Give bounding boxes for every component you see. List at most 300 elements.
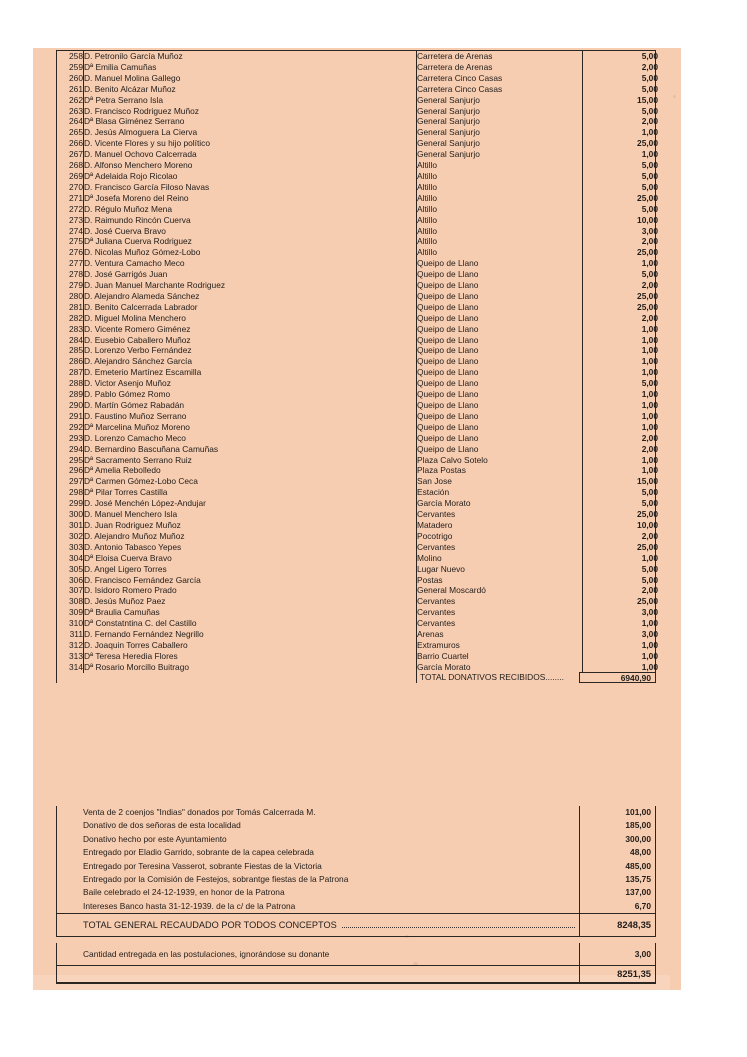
extra-concept-label: Entregado por Eladio Garrido, sobrante de la capea celebrada bbox=[83, 847, 314, 858]
donation-amount: 1,00 bbox=[641, 618, 658, 629]
table-row bbox=[57, 138, 658, 149]
row-number: 304 bbox=[57, 553, 84, 564]
donation-amount: 2,00 bbox=[641, 432, 658, 443]
donor-name: Dª Sacramento Serrano Ruiz bbox=[84, 455, 417, 466]
scan-speck bbox=[673, 95, 676, 98]
extra-concept-label: Entregado por Teresina Vasserot, sobrante Fiestas de la Victoria bbox=[83, 860, 322, 871]
table-row bbox=[57, 411, 658, 422]
donor-name: Dª Emilia Camuñas bbox=[84, 62, 417, 73]
donation-amount: 2,00 bbox=[641, 236, 658, 247]
donor-name: D. Alejandro Sánchez García bbox=[84, 356, 417, 367]
row-number: 266 bbox=[57, 138, 84, 149]
extra-concept-amount: 101,00 bbox=[579, 806, 655, 819]
table-row bbox=[57, 335, 658, 346]
table-row bbox=[57, 389, 658, 400]
donor-street: Queipo de Llano bbox=[417, 324, 583, 335]
table-row bbox=[57, 182, 658, 193]
table-row bbox=[57, 531, 658, 542]
row-number: 291 bbox=[57, 411, 84, 422]
donor-name: D. Isidoro Romero Prado bbox=[84, 585, 417, 596]
donor-street: Extramuros bbox=[417, 640, 583, 651]
row-number: 299 bbox=[57, 498, 84, 509]
postulaciones-row bbox=[57, 943, 655, 965]
donor-name: D. Miguel Molina Menchero bbox=[84, 313, 417, 324]
grand-total-block bbox=[56, 914, 656, 936]
table-row bbox=[57, 116, 658, 127]
final-total-amount: 8251,35 bbox=[579, 966, 655, 982]
donation-amount: 5,00 bbox=[641, 105, 658, 116]
donor-street: Queipo de Llano bbox=[417, 345, 583, 356]
row-number: 258 bbox=[57, 51, 84, 62]
extra-concept-label: Donativo de dos señoras de esta localidad bbox=[83, 820, 241, 831]
donor-name: D. Vicente Flores y su hijo político bbox=[84, 138, 417, 149]
donor-street: Queipo de Llano bbox=[417, 313, 583, 324]
row-number: 264 bbox=[57, 116, 84, 127]
donor-name: D. Lorenzo Verbo Fernández bbox=[84, 345, 417, 356]
donation-amount: 1,00 bbox=[641, 389, 658, 400]
row-number: 260 bbox=[57, 73, 84, 84]
donation-amount: 1,00 bbox=[641, 334, 658, 345]
table-row bbox=[57, 520, 658, 531]
row-number: 292 bbox=[57, 422, 84, 433]
donor-street: Queipo de Llano bbox=[417, 335, 583, 346]
row-number: 314 bbox=[57, 662, 84, 673]
final-total-block bbox=[56, 965, 656, 984]
table-row bbox=[57, 465, 658, 476]
extra-concept-amount: 6,70 bbox=[579, 900, 655, 913]
row-number: 293 bbox=[57, 433, 84, 444]
table-row bbox=[57, 226, 658, 237]
donor-name: D. Martín Gómez Rabadán bbox=[84, 400, 417, 411]
donation-amount: 5,00 bbox=[641, 487, 658, 498]
extra-concept-amount: 48,00 bbox=[579, 846, 655, 859]
extra-concept-amount: 137,00 bbox=[579, 886, 655, 899]
donor-street: Queipo de Llano bbox=[417, 422, 583, 433]
donor-name: D. Raimundo Rincón Cuerva bbox=[84, 215, 417, 226]
donation-amount: 15,00 bbox=[637, 94, 658, 105]
table-row bbox=[57, 149, 658, 160]
donor-street: Postas bbox=[417, 575, 583, 586]
row-number: 285 bbox=[57, 345, 84, 356]
grand-total-label-wrap bbox=[57, 914, 579, 936]
donation-amount: 10,00 bbox=[637, 519, 658, 530]
table-row bbox=[57, 542, 658, 553]
donation-amount: 1,00 bbox=[641, 421, 658, 432]
donor-name: Dª Petra Serrano Isla bbox=[84, 95, 417, 106]
row-number: 290 bbox=[57, 400, 84, 411]
donation-amount: 2,00 bbox=[641, 116, 658, 127]
donor-street: García Morato bbox=[417, 498, 583, 509]
extra-concept-row bbox=[57, 846, 655, 859]
donation-amount: 1,00 bbox=[641, 127, 658, 138]
table-row bbox=[57, 564, 658, 575]
donor-street: Queipo de Llano bbox=[417, 291, 583, 302]
donor-name: D. Vicente Romero Giménez bbox=[84, 324, 417, 335]
table-row bbox=[57, 193, 658, 204]
extra-concept-row bbox=[57, 806, 655, 819]
table-row bbox=[57, 629, 658, 640]
table-row bbox=[57, 171, 658, 182]
donation-amount: 25,00 bbox=[637, 138, 658, 149]
row-number: 274 bbox=[57, 226, 84, 237]
table-row bbox=[57, 433, 658, 444]
donor-street: Carretera Cinco Casas bbox=[417, 84, 583, 95]
donor-name: D. José Cuerva Bravo bbox=[84, 226, 417, 237]
donor-name: D. Petronilo García Muñoz bbox=[84, 51, 417, 62]
donor-name: Dª Constatntina C. del Castillo bbox=[84, 618, 417, 629]
donor-street: Altillo bbox=[417, 204, 583, 215]
grand-total-amount: 8248,35 bbox=[579, 914, 655, 936]
donor-ledger-table bbox=[56, 50, 656, 673]
row-number: 283 bbox=[57, 324, 84, 335]
donor-street: Queipo de Llano bbox=[417, 280, 583, 291]
donor-name: D. Ventura Camacho Meco bbox=[84, 258, 417, 269]
row-number: 267 bbox=[57, 149, 84, 160]
row-number: 279 bbox=[57, 280, 84, 291]
row-number: 259 bbox=[57, 62, 84, 73]
donation-amount: 25,00 bbox=[637, 290, 658, 301]
donor-name: D. Jesús Almoguera La Cierva bbox=[84, 127, 417, 138]
donation-amount: 1,00 bbox=[641, 410, 658, 421]
donor-street: García Morato bbox=[417, 662, 583, 673]
donation-amount: 5,00 bbox=[641, 269, 658, 280]
row-number: 288 bbox=[57, 378, 84, 389]
donation-amount: 5,00 bbox=[641, 181, 658, 192]
final-total-row bbox=[57, 966, 655, 982]
donor-street: General Sanjurjo bbox=[417, 149, 583, 160]
donor-name: Dª Carmen Gómez-Lobo Ceca bbox=[84, 476, 417, 487]
donation-amount: 1,00 bbox=[641, 465, 658, 476]
donation-amount: 5,00 bbox=[641, 72, 658, 83]
donor-street: Barrio Cuartel bbox=[417, 651, 583, 662]
donor-street: General Moscardó bbox=[417, 585, 583, 596]
table-row bbox=[57, 444, 658, 455]
donor-street: Pocotrigo bbox=[417, 531, 583, 542]
postulaciones-amount: 3,00 bbox=[579, 943, 655, 965]
donor-street: Carretera de Arenas bbox=[417, 62, 583, 73]
table-row bbox=[57, 367, 658, 378]
table-row bbox=[57, 313, 658, 324]
table-row bbox=[57, 127, 658, 138]
donor-street: Altillo bbox=[417, 171, 583, 182]
donation-amount: 5,00 bbox=[641, 574, 658, 585]
row-number: 275 bbox=[57, 236, 84, 247]
table-row bbox=[57, 498, 658, 509]
donor-name: D. José Garrigós Juan bbox=[84, 269, 417, 280]
donor-name: Dª Teresa Heredia Flores bbox=[84, 651, 417, 662]
subtotal-block bbox=[56, 672, 656, 683]
table-row bbox=[57, 422, 658, 433]
extra-concept-label: Donativo hecho por este Ayuntamiento bbox=[83, 833, 227, 844]
row-number: 261 bbox=[57, 84, 84, 95]
table-row bbox=[57, 215, 658, 226]
row-number: 312 bbox=[57, 640, 84, 651]
row-number: 263 bbox=[57, 106, 84, 117]
table-row bbox=[57, 269, 658, 280]
donation-amount: 1,00 bbox=[641, 400, 658, 410]
donor-name: D. Joaquin Torres Caballero bbox=[84, 640, 417, 651]
donor-street: General Sanjurjo bbox=[417, 127, 583, 138]
row-number: 306 bbox=[57, 575, 84, 586]
donation-amount: 5,00 bbox=[641, 563, 658, 574]
table-row bbox=[57, 487, 658, 498]
row-number: 268 bbox=[57, 160, 84, 171]
donor-street: Cervantes bbox=[417, 509, 583, 520]
extra-concept-row bbox=[57, 886, 655, 899]
row-number: 269 bbox=[57, 171, 84, 182]
donation-amount: 15,00 bbox=[637, 476, 658, 487]
row-number: 273 bbox=[57, 215, 84, 226]
donor-name: D. Angel Ligero Torres bbox=[84, 564, 417, 575]
subtotal-row bbox=[56, 672, 656, 683]
donation-amount: 5,00 bbox=[641, 170, 658, 181]
donation-amount: 3,00 bbox=[641, 225, 658, 236]
row-number: 277 bbox=[57, 258, 84, 269]
donor-name: D. Alejandro Alameda Sánchez bbox=[84, 291, 417, 302]
donation-amount: 2,00 bbox=[641, 61, 658, 72]
donor-name: Dª Josefa Moreno del Reino bbox=[84, 193, 417, 204]
donor-name: D. Eusebio Caballero Muñoz bbox=[84, 335, 417, 346]
extra-concept-row bbox=[57, 873, 655, 886]
donor-name: Dª Juliana Cuerva Rodriguez bbox=[84, 236, 417, 247]
donation-amount: 25,00 bbox=[637, 192, 658, 203]
subtotal-amount: 6940,90 bbox=[580, 672, 656, 683]
extra-concept-label: Intereses Banco hasta 31-12-1939. de la c/ de la Patrona bbox=[83, 900, 296, 911]
table-row bbox=[57, 302, 658, 313]
donor-street: Cervantes bbox=[417, 607, 583, 618]
row-number: 308 bbox=[57, 596, 84, 607]
row-number: 309 bbox=[57, 607, 84, 618]
donor-street: Altillo bbox=[417, 182, 583, 193]
donor-street: Queipo de Llano bbox=[417, 258, 583, 269]
donor-street: Altillo bbox=[417, 247, 583, 258]
donor-street: Carretera de Arenas bbox=[417, 51, 583, 62]
donor-name: D. Bernardino Bascuñana Camuñas bbox=[84, 444, 417, 455]
donor-name: Dª Adelaida Rojo Ricolao bbox=[84, 171, 417, 182]
row-number: 305 bbox=[57, 564, 84, 575]
donor-name: D. Francisco Rodriguez Muñoz bbox=[84, 106, 417, 117]
donor-name: D. Benito Calcerrada Labrador bbox=[84, 302, 417, 313]
subtotal-spacer bbox=[56, 672, 417, 683]
donor-name: D. Victor Asenjo Muñoz bbox=[84, 378, 417, 389]
extra-concepts-block bbox=[56, 806, 656, 913]
table-row bbox=[57, 476, 658, 487]
table-row bbox=[57, 291, 658, 302]
donor-name: Dª Amelia Rebolledo bbox=[84, 465, 417, 476]
donor-name: D. Fernando Fernández Negrillo bbox=[84, 629, 417, 640]
donor-street: Queipo de Llano bbox=[417, 411, 583, 422]
grand-total-bottom-rule bbox=[56, 936, 656, 937]
donation-amount: 25,00 bbox=[637, 596, 658, 607]
table-row bbox=[57, 258, 658, 269]
donor-name: Dª Marcelina Muñoz Moreno bbox=[84, 422, 417, 433]
row-number: 284 bbox=[57, 335, 84, 346]
donation-amount: 1,00 bbox=[641, 258, 658, 269]
row-number: 289 bbox=[57, 389, 84, 400]
donor-name: Dª Braulia Camuñas bbox=[84, 607, 417, 618]
postulaciones-block bbox=[56, 943, 656, 965]
row-number: 301 bbox=[57, 520, 84, 531]
donation-amount: 3,00 bbox=[641, 607, 658, 618]
row-number: 297 bbox=[57, 476, 84, 487]
donor-street: San Jose bbox=[417, 476, 583, 487]
table-row bbox=[57, 378, 658, 389]
donation-amount: 1,00 bbox=[641, 323, 658, 334]
grand-total-label: TOTAL GENERAL RECAUDADO POR TODOS CONCEPTOS bbox=[83, 920, 337, 930]
ledger-rows bbox=[57, 51, 658, 673]
row-number: 302 bbox=[57, 531, 84, 542]
row-number: 270 bbox=[57, 182, 84, 193]
extra-concept-amount: 135,75 bbox=[579, 873, 655, 886]
donation-amount: 1,00 bbox=[641, 367, 658, 378]
donor-name: D. Benito Alcázar Muñoz bbox=[84, 84, 417, 95]
donation-amount: 10,00 bbox=[637, 214, 658, 225]
donor-street: Queipo de Llano bbox=[417, 356, 583, 367]
row-number: 276 bbox=[57, 247, 84, 258]
row-number: 310 bbox=[57, 618, 84, 629]
donation-amount: 1,00 bbox=[641, 552, 658, 563]
grand-total-row bbox=[57, 914, 655, 936]
donor-name: Dª Blasa Giménez Serrano bbox=[84, 116, 417, 127]
donor-name: D. Manuel Menchero Isla bbox=[84, 509, 417, 520]
donor-name: D. Emeterio Martínez Escamilla bbox=[84, 367, 417, 378]
row-number: 287 bbox=[57, 367, 84, 378]
extra-concept-label: Entregado por la Comisión de Festejos, sobrantge fiestas de la Patrona bbox=[83, 873, 349, 884]
donation-amount: 5,00 bbox=[641, 83, 658, 94]
table-row bbox=[57, 84, 658, 95]
donation-amount: 2,00 bbox=[641, 443, 658, 454]
donor-street: Cervantes bbox=[417, 596, 583, 607]
row-number: 307 bbox=[57, 585, 84, 596]
donor-street: Cervantes bbox=[417, 542, 583, 553]
table-row bbox=[57, 553, 658, 564]
donation-amount: 25,00 bbox=[637, 541, 658, 552]
donor-street: Estación bbox=[417, 487, 583, 498]
row-number: 300 bbox=[57, 509, 84, 520]
donation-amount: 3,00 bbox=[641, 629, 658, 640]
donor-street: Queipo de Llano bbox=[417, 302, 583, 313]
donor-name: D. Juan Manuel Marchante Rodriguez bbox=[84, 280, 417, 291]
donor-street: General Sanjurjo bbox=[417, 138, 583, 149]
extra-concept-row bbox=[57, 819, 655, 832]
donor-street: Queipo de Llano bbox=[417, 367, 583, 378]
row-number: 311 bbox=[57, 629, 84, 640]
donor-street: Queipo de Llano bbox=[417, 269, 583, 280]
donation-amount: 5,00 bbox=[641, 498, 658, 509]
donor-name: D. Antonio Tabasco Yepes bbox=[84, 542, 417, 553]
donor-name: D. Lorenzo Camacho Meco bbox=[84, 433, 417, 444]
donation-amount: 1,00 bbox=[641, 661, 658, 672]
table-row bbox=[57, 324, 658, 335]
table-row bbox=[57, 106, 658, 117]
donation-amount: 5,00 bbox=[641, 378, 658, 389]
donor-name: D. Francisco Fernández García bbox=[84, 575, 417, 586]
donation-amount: 25,00 bbox=[637, 509, 658, 520]
donor-name: D. Juan Rodriguez Muñoz bbox=[84, 520, 417, 531]
table-row bbox=[57, 280, 658, 291]
donor-street: Plaza Calvo Sotelo bbox=[417, 455, 583, 466]
table-row bbox=[57, 345, 658, 356]
donor-name: D. Régulo Muñoz Mena bbox=[84, 204, 417, 215]
donation-amount: 1,00 bbox=[641, 639, 658, 650]
row-number: 265 bbox=[57, 127, 84, 138]
table-row bbox=[57, 236, 658, 247]
donation-amount: 5,00 bbox=[641, 160, 658, 171]
extra-concept-amount: 485,00 bbox=[579, 860, 655, 873]
donor-name: D. Faustino Muñoz Serrano bbox=[84, 411, 417, 422]
donation-amount: 25,00 bbox=[637, 247, 658, 258]
extra-concept-label: Venta de 2 coenjos "Indias" donados por Tomás Calcerrada M. bbox=[83, 807, 316, 817]
table-row bbox=[57, 585, 658, 596]
extra-concept-row bbox=[57, 860, 655, 873]
row-number: 272 bbox=[57, 204, 84, 215]
donor-name: D. Manuel Ochovo Calcerrada bbox=[84, 149, 417, 160]
donor-name: Dª Eloisa Cuerva Bravo bbox=[84, 553, 417, 564]
table-row bbox=[57, 204, 658, 215]
donor-name: D. Alfonso Menchero Moreno bbox=[84, 160, 417, 171]
donor-street: Molino bbox=[417, 553, 583, 564]
donation-amount: 1,00 bbox=[641, 454, 658, 465]
donor-street: Queipo de Llano bbox=[417, 378, 583, 389]
table-row bbox=[57, 51, 658, 62]
table-row bbox=[57, 400, 658, 411]
extra-concept-amount: 185,00 bbox=[579, 819, 655, 832]
table-row bbox=[57, 356, 658, 367]
donor-street: Queipo de Llano bbox=[417, 389, 583, 400]
donor-street: General Sanjurjo bbox=[417, 116, 583, 127]
donation-amount: 5,00 bbox=[641, 203, 658, 214]
row-number: 286 bbox=[57, 356, 84, 367]
donor-name: D. José Menchén López-Andujar bbox=[84, 498, 417, 509]
donor-name: D. Alejandro Muñoz Muñoz bbox=[84, 531, 417, 542]
table-row bbox=[57, 95, 658, 106]
row-number: 271 bbox=[57, 193, 84, 204]
table-row bbox=[57, 247, 658, 258]
donation-amount: 1,00 bbox=[641, 345, 658, 356]
donor-name: D. Francisco García Filoso Navas bbox=[84, 182, 417, 193]
donor-street: General Sanjurjo bbox=[417, 95, 583, 106]
row-number: 294 bbox=[57, 444, 84, 455]
donation-amount: 1,00 bbox=[641, 356, 658, 367]
donor-name: D. Jesús Muñoz Paez bbox=[84, 596, 417, 607]
donor-street: Lugar Nuevo bbox=[417, 564, 583, 575]
donor-street: Altillo bbox=[417, 215, 583, 226]
donation-amount: 25,00 bbox=[637, 301, 658, 312]
donor-street: Matadero bbox=[417, 520, 583, 531]
donor-street: Cervantes bbox=[417, 618, 583, 629]
table-row bbox=[57, 73, 658, 84]
donor-name: Dª Pilar Torres Castilla bbox=[84, 487, 417, 498]
donor-street: Altillo bbox=[417, 226, 583, 237]
donation-amount: 2,00 bbox=[641, 585, 658, 596]
donation-amount: 1,00 bbox=[641, 149, 658, 160]
table-row bbox=[57, 62, 658, 73]
donor-street: Queipo de Llano bbox=[417, 433, 583, 444]
table-row bbox=[57, 575, 658, 586]
row-number: 303 bbox=[57, 542, 84, 553]
donation-amount: 2,00 bbox=[641, 280, 658, 291]
donor-street: Carretera Cinco Casas bbox=[417, 73, 583, 84]
donor-street: Altillo bbox=[417, 160, 583, 171]
subtotal-label: TOTAL DONATIVOS RECIBIDOS........ bbox=[417, 672, 580, 683]
row-number: 282 bbox=[57, 313, 84, 324]
row-number: 278 bbox=[57, 269, 84, 280]
extra-concept-label: Baile celebrado el 24-12-1939, en honor de la Patrona bbox=[83, 887, 285, 898]
donor-street: Arenas bbox=[417, 629, 583, 640]
donor-name: D. Nicolas Muñoz Gómez-Lobo bbox=[84, 247, 417, 258]
donor-name: D. Manuel Molina Gallego bbox=[84, 73, 417, 84]
table-row bbox=[57, 651, 658, 662]
